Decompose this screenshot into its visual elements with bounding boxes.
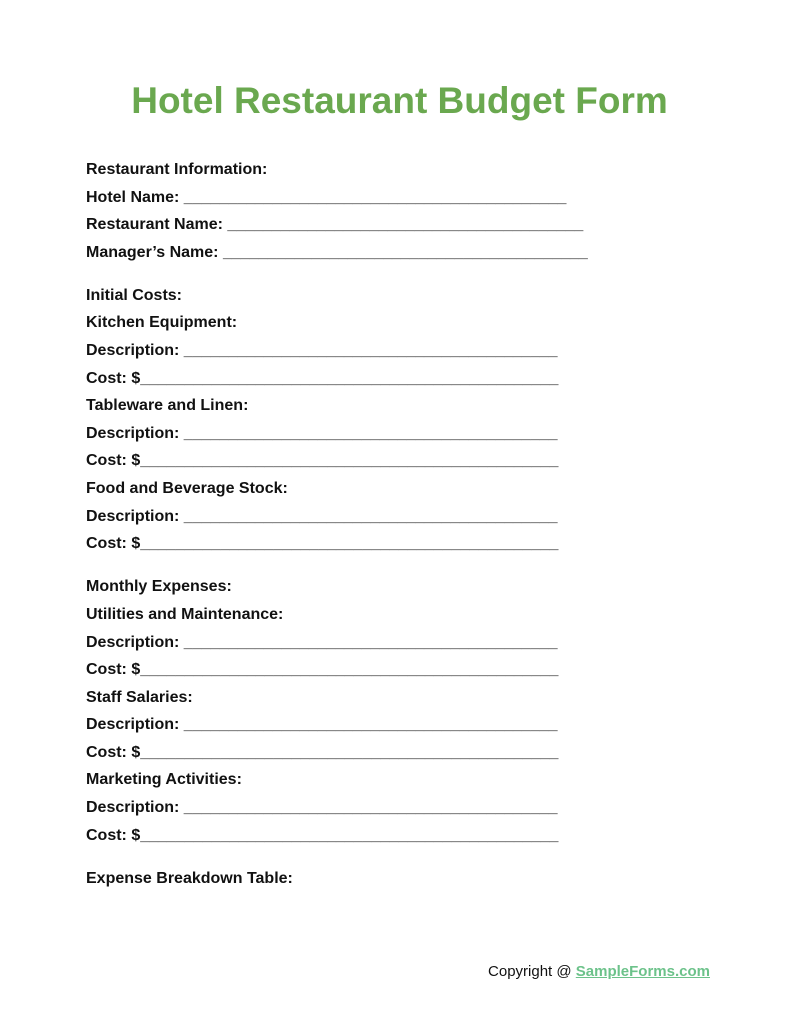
- monthly-expenses-heading: Monthly Expenses:: [86, 578, 232, 596]
- kitchen-equipment-label: Kitchen Equipment:: [86, 314, 238, 332]
- copyright-text: Copyright @: [488, 963, 576, 980]
- restaurant-info-heading: Restaurant Information:: [86, 161, 268, 178]
- section-gap: [86, 851, 726, 867]
- restaurant-name-field: Restaurant Name: ________________________________________: [86, 216, 584, 234]
- marketing-cost-field: Cost: $_______________________________________________: [86, 826, 559, 844]
- page-title: Hotel Restaurant Budget Form: [131, 80, 668, 121]
- utilities-cost-field: Cost: $_______________________________________________: [86, 661, 559, 679]
- tableware-label: Tableware and Linen:: [86, 397, 249, 415]
- marketing-label: Marketing Activities:: [86, 771, 242, 789]
- utilities-label: Utilities and Maintenance:: [86, 605, 284, 623]
- marketing-description-field: Description: __________________________________________: [86, 799, 558, 817]
- tableware-description-field: Description: __________________________________________: [86, 424, 558, 442]
- manager-name-field: Manager’s Name: _________________________________________: [86, 243, 588, 261]
- tableware-cost-field: Cost: $_______________________________________________: [86, 452, 559, 470]
- kitchen-description-field: Description: __________________________________________: [86, 342, 558, 360]
- hotel-name-field: Hotel Name: ___________________________________________: [86, 188, 567, 206]
- food-description-field: Description: __________________________________________: [86, 507, 558, 525]
- staff-cost-field: Cost: $_______________________________________________: [86, 743, 559, 761]
- initial-costs-heading: Initial Costs:: [86, 286, 183, 304]
- section-gap: [86, 560, 726, 576]
- staff-description-field: Description: __________________________________________: [86, 716, 558, 734]
- food-cost-field: Cost: $_______________________________________________: [86, 535, 559, 553]
- utilities-description-field: Description: __________________________________________: [86, 633, 558, 651]
- budget-form: [86, 158, 726, 894]
- copyright-footer: [488, 963, 710, 980]
- kitchen-cost-field: Cost: $_______________________________________________: [86, 369, 559, 387]
- sampleforms-link[interactable]: SampleForms.com: [575, 963, 710, 980]
- section-gap: [86, 268, 726, 284]
- expense-table-heading: Expense Breakdown Table:: [86, 869, 293, 887]
- food-beverage-label: Food and Beverage Stock:: [86, 480, 288, 498]
- staff-salaries-label: Staff Salaries:: [86, 688, 193, 706]
